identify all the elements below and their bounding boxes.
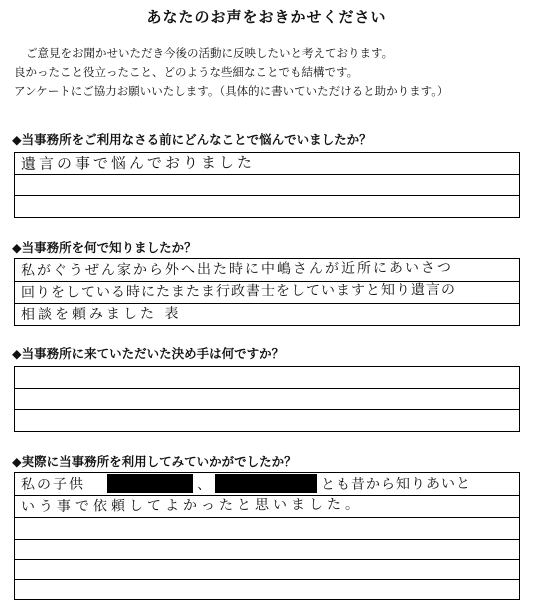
handwritten-answer: 私の子供 [20, 476, 86, 493]
question-label-experience: ◆実際に当事務所を利用してみていかがでしたか？ [12, 454, 297, 469]
handwritten-answer: とも昔から知りあいと [320, 475, 472, 493]
answer-line [15, 517, 519, 540]
question-label-concerns: ◆当事務所をご利用なさる前にどんなことで悩んでいましたか？ [12, 132, 372, 147]
answer-line [15, 153, 519, 175]
handwritten-answer: 遺言の事で悩んでおりました [20, 153, 256, 173]
answer-box-how-found[interactable] [14, 258, 520, 326]
answer-line [15, 195, 519, 216]
question-label-how-found: ◆当事務所を何で知りましたか？ [12, 240, 197, 255]
answer-line [15, 539, 519, 560]
handwritten-answer: 回りをしている時にたまたま行政書士をしていますと知り遺言の [20, 281, 457, 301]
handwritten-answer: 相談を頼みました 表 [20, 305, 182, 323]
handwritten-answer: 、 [196, 476, 215, 493]
answer-line [15, 559, 519, 580]
intro-text [14, 44, 526, 101]
redaction-bar [107, 474, 193, 493]
answer-line [15, 495, 519, 518]
answer-box-concerns[interactable] [14, 152, 520, 218]
answer-box-experience[interactable] [14, 472, 520, 600]
answer-line [15, 303, 519, 325]
answer-line [15, 174, 519, 196]
intro-line: 良かったこと役立ったこと、どのような些細なことでも結構です。 [14, 65, 359, 79]
handwritten-answer: いう事で依頼してよかったと思いました。 [20, 496, 364, 515]
answer-line [15, 579, 519, 599]
form-title: あなたのお声をおきかせください [146, 8, 387, 26]
answer-line [15, 409, 519, 430]
intro-line: アンケートにご協力お願いいたします。（具体的に書いていただけると助かります。） [14, 84, 449, 98]
answer-line [15, 281, 519, 304]
answer-line [15, 367, 519, 389]
handwritten-answer: 私がぐうぜん家から外へ出た時に中嶋さんが近所にあいさつ [20, 259, 454, 279]
answer-box-deciding-factor[interactable] [14, 366, 520, 432]
question-label-deciding-factor: ◆当事務所に来ていただいた決め手は何ですか？ [12, 346, 285, 361]
answer-line [15, 473, 519, 496]
answer-line [15, 388, 519, 410]
intro-line: ご意見をお聞かせいただき今後の活動に反映したいと考えております。 [26, 46, 394, 60]
redaction-bar [215, 474, 317, 493]
